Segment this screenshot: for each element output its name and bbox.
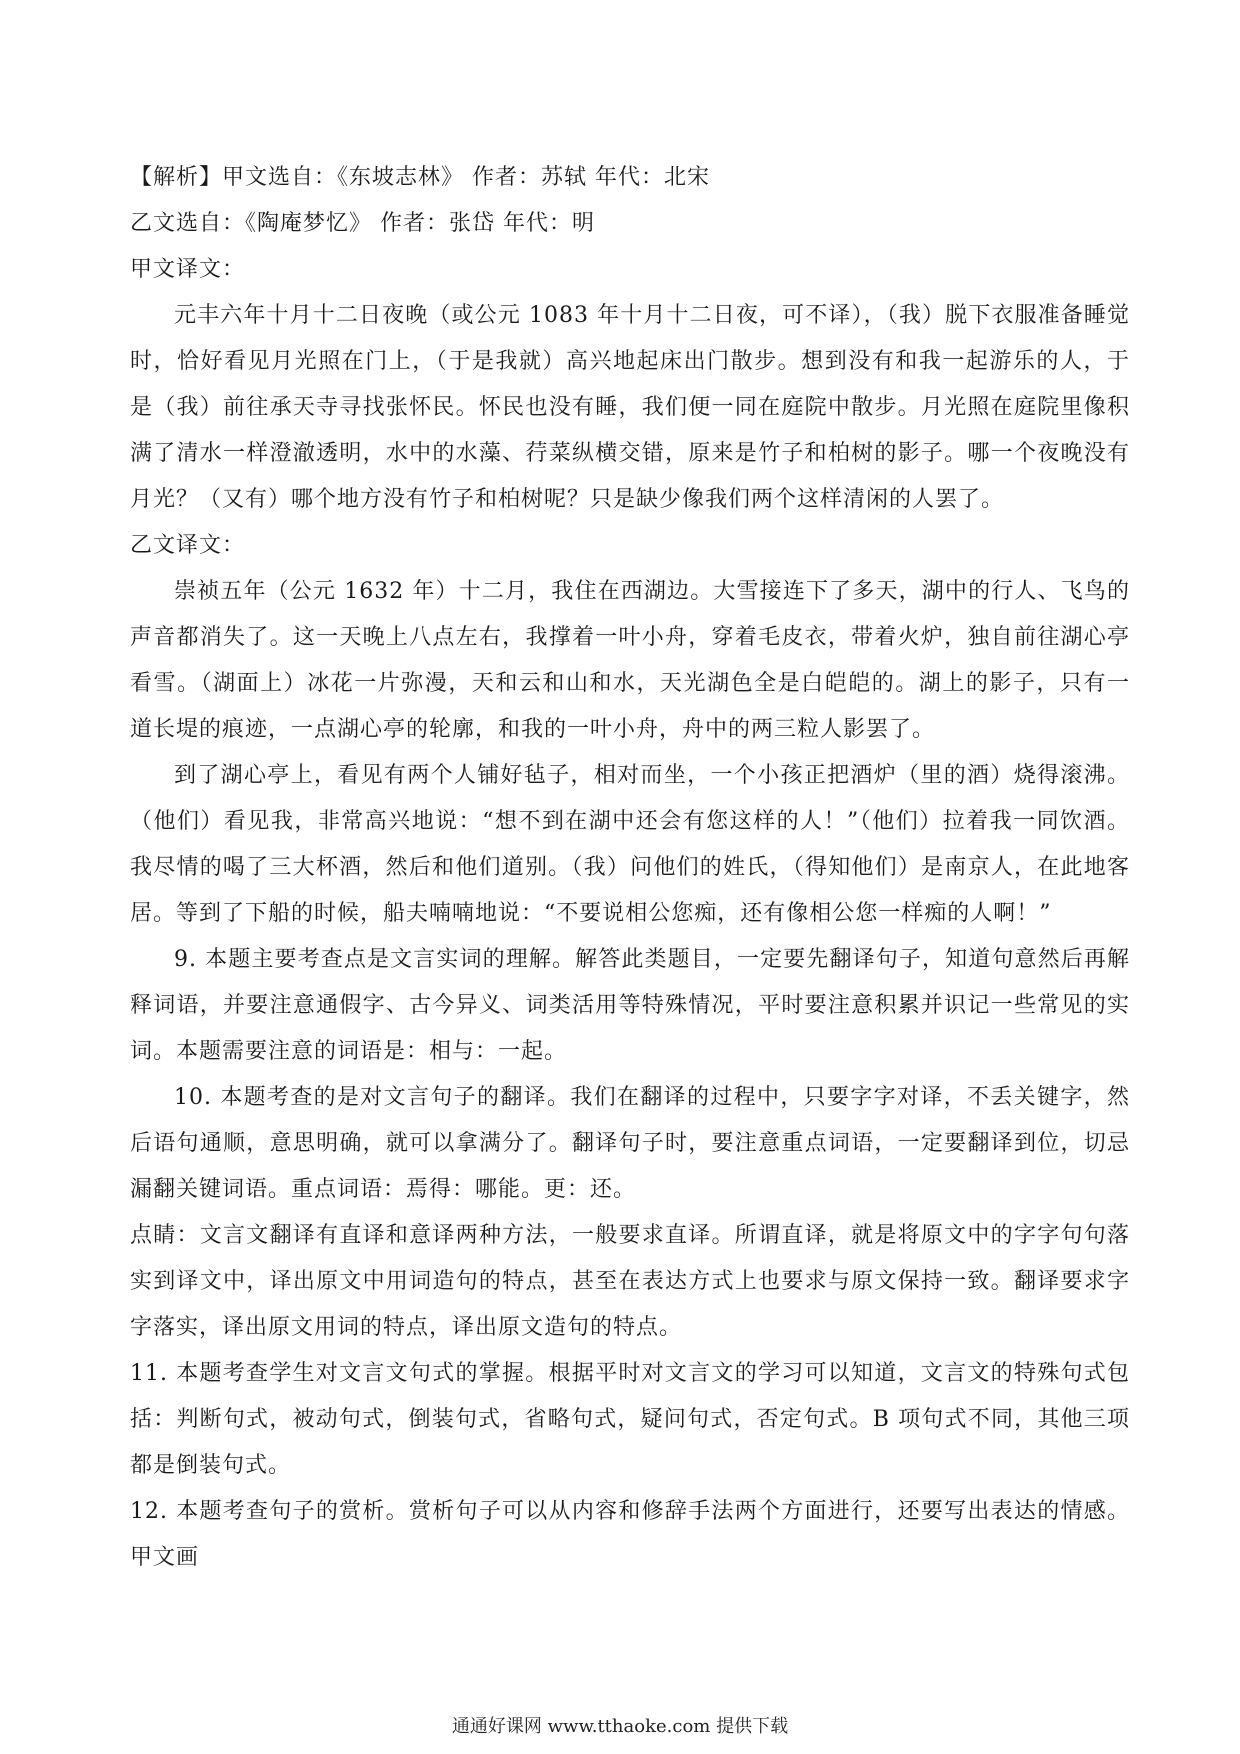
- answer-10-paragraph: 10. 本题考查的是对文言句子的翻译。我们在翻译的过程中，只要字字对译，不丢关键字，然后语句通顺，意思明确，就可以拿满分了。翻译句子时，要注意重点词语，一定要翻译到位，切忌漏翻关键词语。重点词语：焉得：哪能。更：还。: [130, 1085, 1130, 1202]
- yi-source-line: 乙文选自：《陶庵梦忆》 作者：张岱 年代：明: [130, 211, 595, 236]
- document-body: [130, 155, 1130, 1581]
- analysis-heading: 【解析】甲文选自：《东坡志林》 作者：苏轼 年代：北宋: [130, 165, 710, 190]
- jia-translation-label: 甲文译文：: [130, 257, 246, 282]
- answer-9-paragraph: 9. 本题主要考查点是文言实词的理解。解答此类题目，一定要先翻译句子，知道句意然后再解释词语，并要注意通假字、古今异义、词类活用等特殊情况，平时要注意积累并识记一些常见的实词。本题需要注意的词语是：相与：一起。: [130, 947, 1130, 1064]
- answer-11-paragraph: 11. 本题考查学生对文言文句式的掌握。根据平时对文言文的学习可以知道，文言文的特殊句式包括：判断句式，被动句式，倒装句式，省略句式，疑问句式，否定句式。B 项句式不同，其他三项都是倒装句式。: [130, 1361, 1130, 1478]
- page-footer: 通通好课网 www.tthaoke.com 提供下载: [451, 1716, 789, 1737]
- jia-translation-paragraph: 元丰六年十月十二日夜晚（或公元 1083 年十月十二日夜，可不译），（我）脱下衣服准备睡觉时，恰好看见月光照在门上，（于是我就）高兴地起床出门散步。想到没有和我一起游乐的人，于是（我）前往承天寺寻找张怀民。怀民也没有睡，我们便一同在庭院中散步。月光照在庭院里像积满了清水一样澄澈透明，水中的水藻、荇菜纵横交错，原来是竹子和柏树的影子。哪一个夜晚没有月光？（又有）哪个地方没有竹子和柏树呢？只是缺少像我们两个这样清闲的人罢了。: [130, 303, 1130, 512]
- yi-translation-paragraph-1: 崇祯五年（公元 1632 年）十二月，我住在西湖边。大雪接连下了多天，湖中的行人、飞鸟的声音都消失了。这一天晚上八点左右，我撑着一叶小舟，穿着毛皮衣，带着火炉，独自前往湖心亭看雪。（湖面上）冰花一片弥漫，天和云和山和水，天光湖色全是白皑皑的。湖上的影子，只有一道长堤的痕迹，一点湖心亭的轮廓，和我的一叶小舟，舟中的两三粒人影罢了。: [130, 579, 1130, 742]
- answer-12-paragraph: 12. 本题考查句子的赏析。赏析句子可以从内容和修辞手法两个方面进行，还要写出表达的情感。甲文画: [130, 1499, 1130, 1570]
- pointer-paragraph: 点睛：文言文翻译有直译和意译两种方法，一般要求直译。所谓直译，就是将原文中的字字句句落实到译文中，译出原文中用词造句的特点，甚至在表达方式上也要求与原文保持一致。翻译要求字字落实，译出原文用词的特点，译出原文造句的特点。: [130, 1223, 1130, 1340]
- yi-translation-paragraph-2: 到了湖心亭上，看见有两个人铺好毡子，相对而坐，一个小孩正把酒炉（里的酒）烧得滚沸。（他们）看见我，非常高兴地说：“想不到在湖中还会有您这样的人！”（他们）拉着我一同饮酒。我尽情的喝了三大杯酒，然后和他们道别。（我）问他们的姓氏，（得知他们）是南京人，在此地客居。等到了下船的时候，船夫喃喃地说：“不要说相公您痴，还有像相公您一样痴的人啊！”: [130, 763, 1130, 926]
- yi-translation-label: 乙文译文：: [130, 533, 246, 558]
